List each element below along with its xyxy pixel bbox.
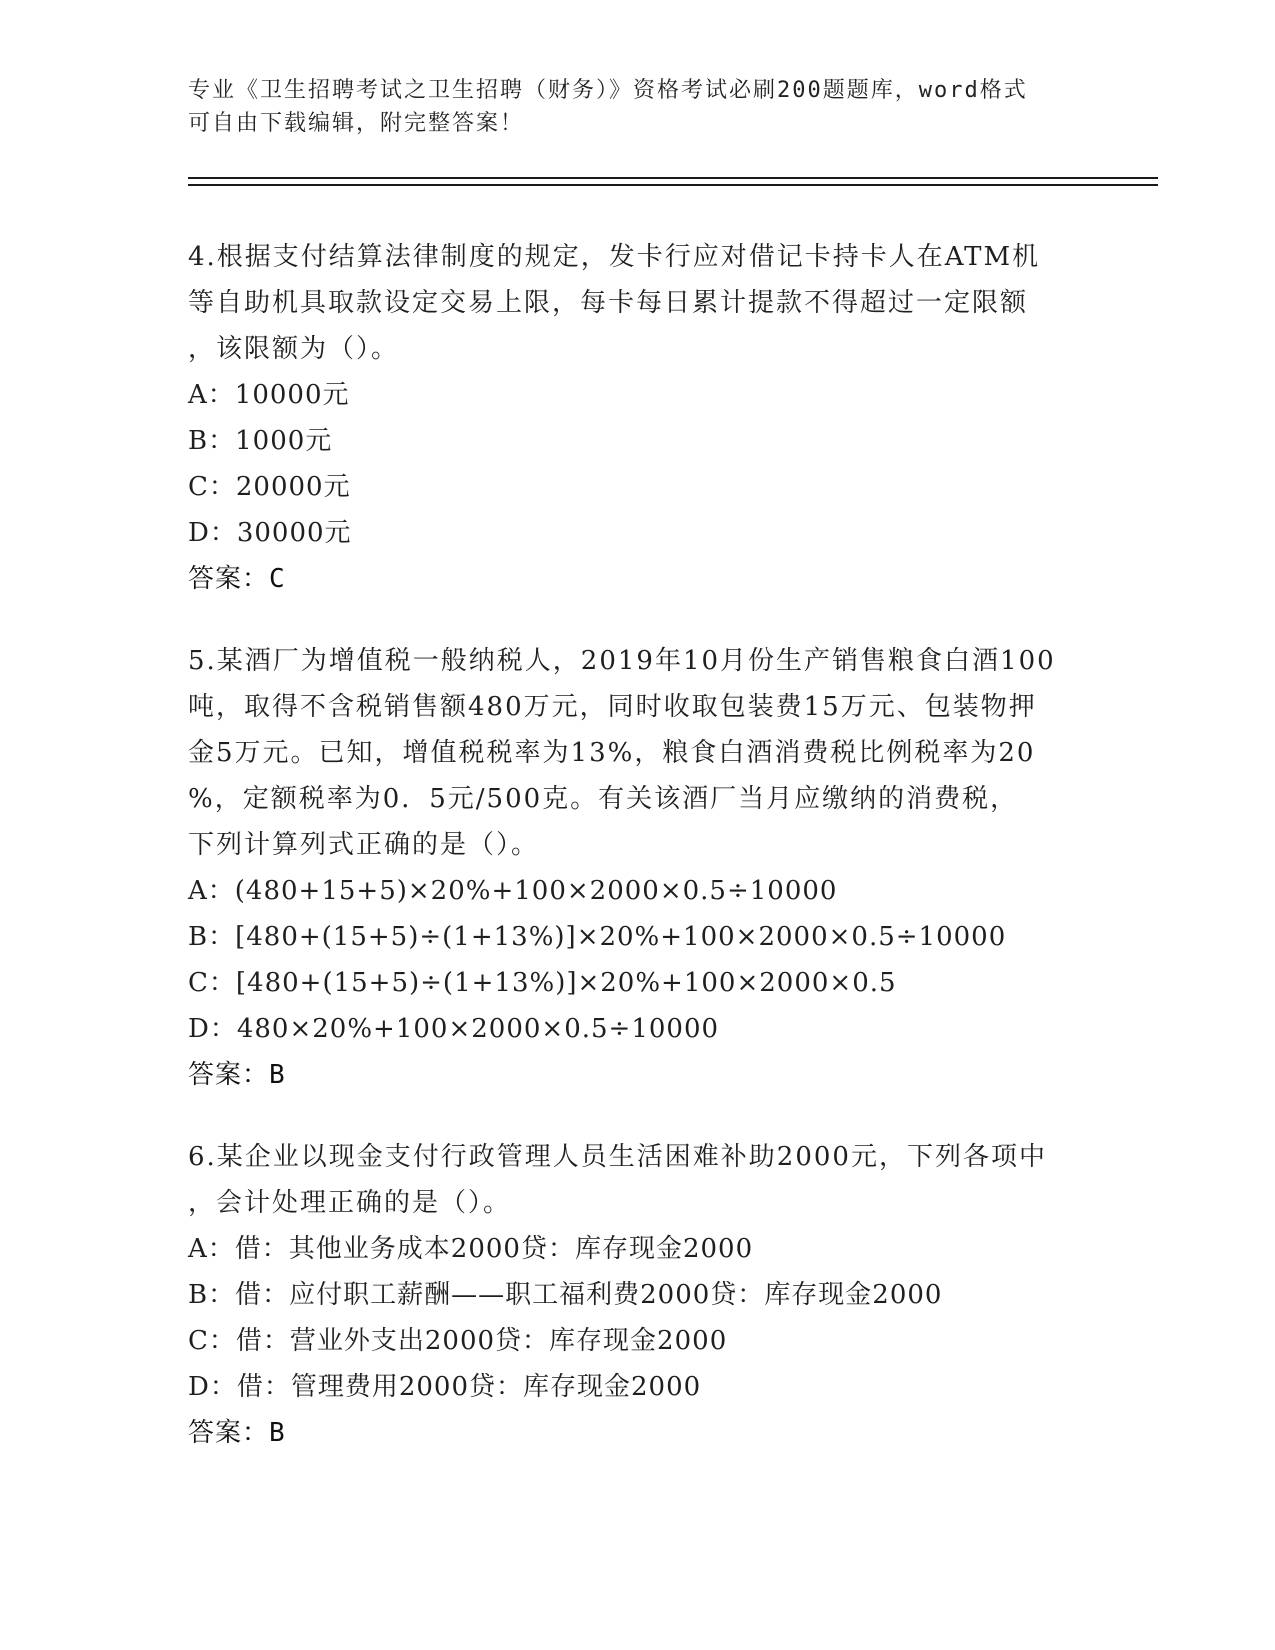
question-spacer [188,602,1088,638]
document-header [188,74,1088,140]
question-6 [188,1134,1088,1456]
question-stem-line: 4.根据支付结算法律制度的规定，发卡行应对借记卡持卡人在ATM机 [188,242,1041,272]
question-stem-line: 5.某酒厂为增值税一般纳税人，2019年10月份生产销售粮食白酒100 [188,646,1056,676]
question-stem-line: 等自助机具取款设定交易上限，每卡每日累计提款不得超过一定限额 [188,288,1029,318]
question-stem-line: 吨，取得不含税销售额480万元，同时收取包装费15万元、包装物押 [188,692,1037,722]
option-c: C：[480+(15+5)÷(1+13%)]×20%+100×2000×0.5 [188,968,897,998]
option-b: B：1000元 [188,426,333,456]
option-b: B：[480+(15+5)÷(1+13%)]×20%+100×2000×0.5÷10000 [188,922,1007,952]
header-divider-top [188,177,1158,179]
question-spacer [188,1098,1088,1134]
question-stem-line: ，该限额为（）。 [188,334,400,364]
answer-line: 答案：C [188,564,286,594]
question-stem-line: 下列计算列式正确的是（）。 [188,830,540,860]
option-a: A：10000元 [188,380,350,410]
option-c: C：20000元 [188,472,351,502]
answer-line: 答案：B [188,1418,286,1448]
question-stem-line: %，定额税率为0．5元/500克。有关该酒厂当月应缴纳的消费税， [188,784,1019,814]
option-a: A：借：其他业务成本2000贷：库存现金2000 [188,1234,754,1264]
question-list [188,234,1088,1456]
header-line-1: 专业《卫生招聘考试之卫生招聘（财务）》资格考试必刷200题题库，word格式 [188,78,1028,103]
question-stem-line: 6.某企业以现金支付行政管理人员生活困难补助2000元，下列各项中 [188,1142,1047,1172]
answer-line: 答案：B [188,1060,286,1090]
option-a: A：(480+15+5)×20%+100×2000×0.5÷10000 [188,876,838,906]
option-d: D：480×20%+100×2000×0.5÷10000 [188,1014,720,1044]
question-5 [188,638,1088,1098]
option-d: D：借：管理费用2000贷：库存现金2000 [188,1372,702,1402]
option-d: D：30000元 [188,518,352,548]
option-c: C：借：营业外支出2000贷：库存现金2000 [188,1326,728,1356]
question-4 [188,234,1088,602]
header-divider-bottom [188,184,1158,186]
option-b: B：借：应付职工薪酬——职工福利费2000贷：库存现金2000 [188,1280,943,1310]
header-line-2: 可自由下载编辑，附完整答案！ [188,111,525,136]
question-stem-line: 金5万元。已知，增值税税率为13%，粮食白酒消费税比例税率为20 [188,738,1036,768]
question-stem-line: ，会计处理正确的是（）。 [188,1188,512,1218]
